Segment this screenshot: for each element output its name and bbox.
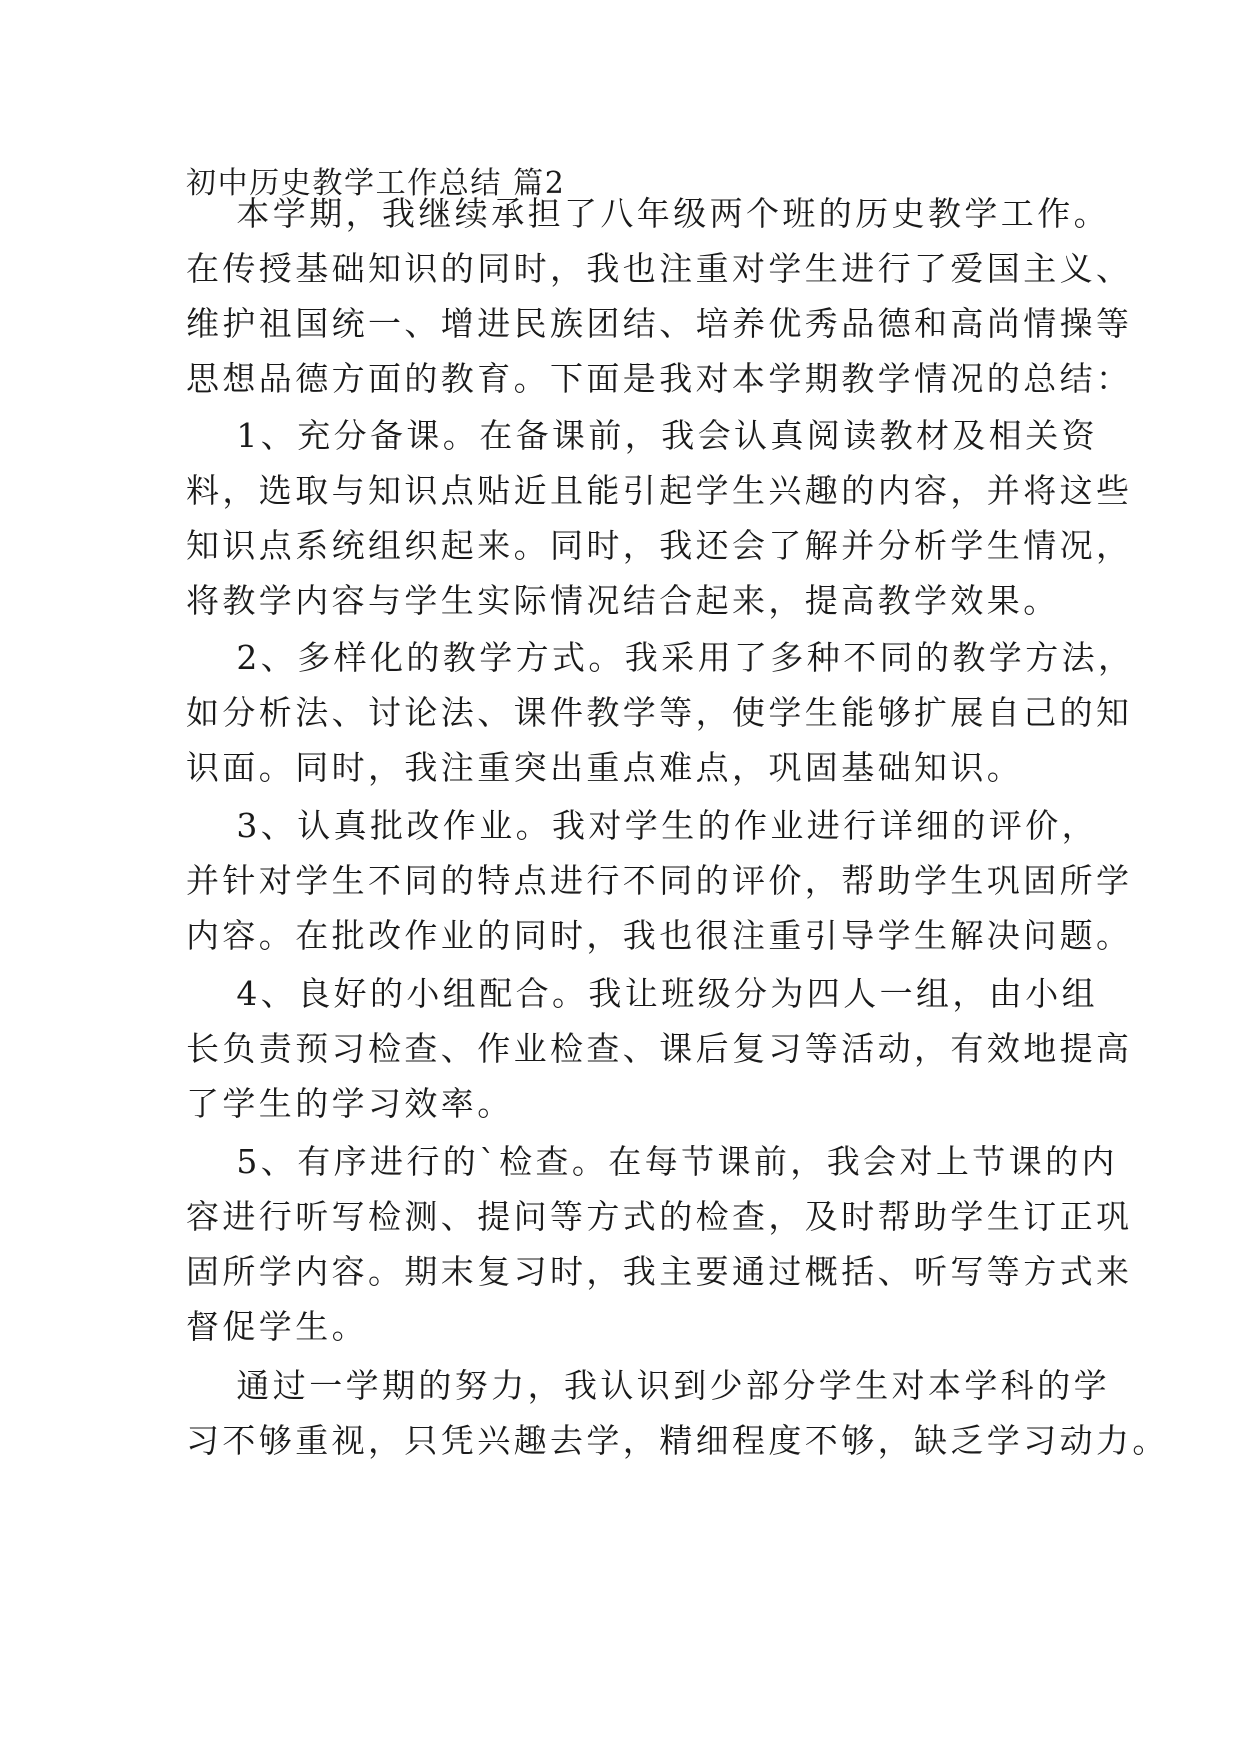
text-line: 料，选取与知识点贴近且能引起学生兴趣的内容，并将这些	[186, 471, 1133, 510]
text-line: 容进行听写检测、提问等方式的检查，及时帮助学生订正巩	[186, 1197, 1133, 1236]
text-line: 思想品德方面的教育。下面是我对本学期教学情况的总结：	[186, 359, 1133, 398]
text-line: 内容。在批改作业的同时，我也很注重引导学生解决问题。	[186, 916, 1133, 955]
text-line: 习不够重视，只凭兴趣去学，精细程度不够，缺乏学习动力。	[186, 1421, 1169, 1460]
text-line: 在传授基础知识的同时，我也注重对学生进行了爱国主义、	[186, 249, 1133, 288]
text-line: 将教学内容与学生实际情况结合起来，提高教学效果。	[186, 581, 1060, 620]
text-line: 固所学内容。期末复习时，我主要通过概括、听写等方式来	[186, 1252, 1133, 1291]
text-line: 如分析法、讨论法、课件教学等，使学生能够扩展自己的知	[186, 693, 1133, 732]
text-line: 4、良好的小组配合。我让班级分为四人一组，由小组	[200, 974, 1098, 1013]
text-line: 知识点系统组织起来。同时，我还会了解并分析学生情况，	[186, 526, 1133, 565]
text-line: 5、有序进行的`检查。在每节课前，我会对上节课的内	[200, 1142, 1118, 1181]
document-title: 初中历史教学工作总结 篇2	[186, 166, 566, 201]
text-line: 并针对学生不同的特点进行不同的评价，帮助学生巩固所学	[186, 861, 1133, 900]
text-line: 2、多样化的教学方式。我采用了多种不同的教学方法，	[200, 638, 1135, 677]
text-line: 督促学生。	[186, 1307, 368, 1346]
text-line: 通过一学期的努力，我认识到少部分学生对本学科的学	[200, 1366, 1110, 1405]
text-line: 了学生的学习效率。	[186, 1084, 514, 1123]
text-line: 长负责预习检查、作业检查、课后复习等活动，有效地提高	[186, 1029, 1133, 1068]
text-line: 1、充分备课。在备课前，我会认真阅读教材及相关资	[200, 416, 1098, 455]
text-line: 本学期，我继续承担了八年级两个班的历史教学工作。	[200, 194, 1110, 233]
text-line: 识面。同时，我注重突出重点难点，巩固基础知识。	[186, 748, 1024, 787]
text-line: 维护祖国统一、增进民族团结、培养优秀品德和高尚情操等	[186, 304, 1133, 343]
text-line: 3、认真批改作业。我对学生的作业进行详细的评价，	[200, 806, 1098, 845]
